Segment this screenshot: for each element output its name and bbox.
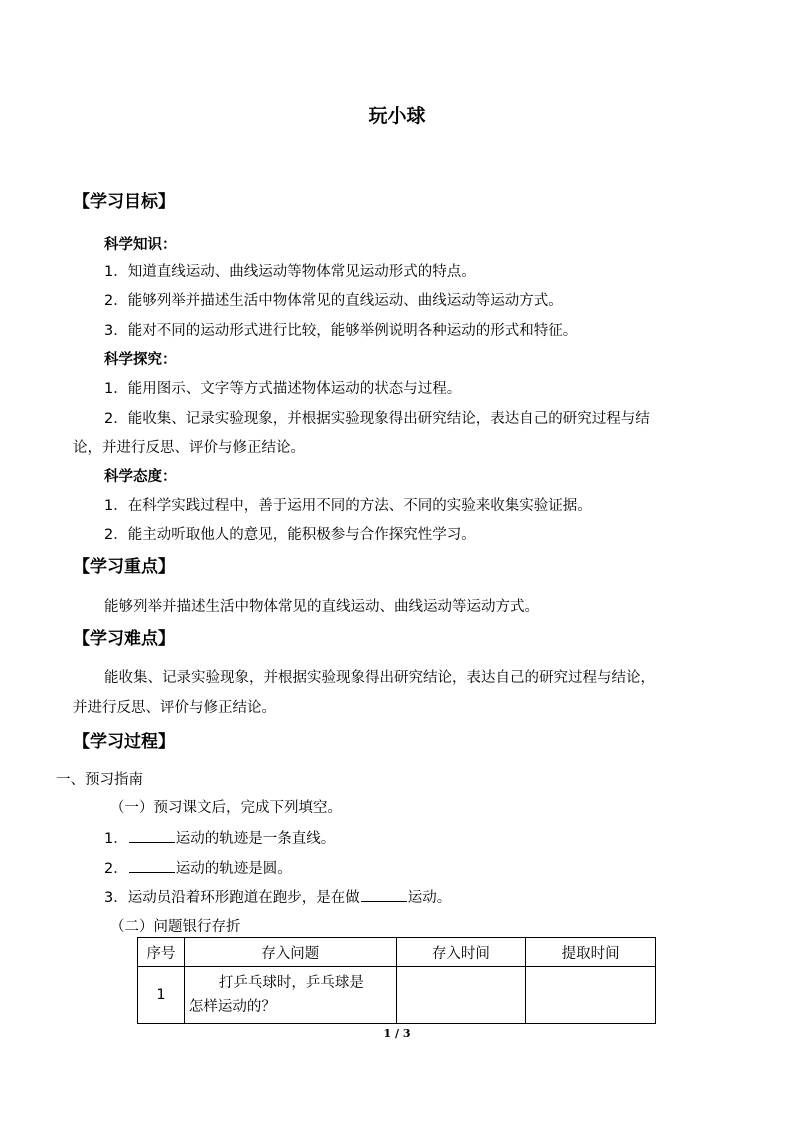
fill-blank-question-3 [104, 887, 451, 908]
fill1-suffix: 运动的轨迹是一条直线。 [175, 831, 336, 847]
difficulty-text: 能收集、记录实验现象，并根据实验现象得出研究结论，表达自己的研究过程与结论， [104, 670, 655, 686]
attitude-item: 2．能主动听取他人的意见，能积极参与合作探究性学习。 [104, 527, 476, 543]
fill3-suffix: 运动。 [407, 890, 452, 906]
attitude-heading: 科学态度： [104, 469, 177, 485]
question-bank-heading: （二）问题银行存折 [110, 919, 241, 935]
difficulty-heading: 【学习难点】 [73, 629, 175, 649]
difficulty-text-continued: 并进行反思、评价与修正结论。 [73, 700, 276, 716]
question-line: 怎样运动的？ [188, 999, 276, 1015]
inquiry-heading: 科学探究： [104, 352, 177, 368]
fill-blank-question-1 [104, 828, 335, 849]
knowledge-item: 2．能够列举并描述生活中物体常见的直线运动、曲线运动等运动方式。 [104, 293, 563, 309]
cell-deposit-time[interactable] [396, 967, 526, 1024]
knowledge-heading: 科学知识： [104, 237, 177, 253]
table-header-row [138, 938, 656, 967]
inquiry-item-continued: 论，并进行反思、评价与修正结论。 [73, 440, 305, 456]
header-question: 存入问题 [184, 938, 396, 967]
knowledge-item: 1．知道直线运动、曲线运动等物体常见运动形式的特点。 [104, 264, 476, 280]
question-bank-table [137, 937, 656, 1024]
question-line: 打乒乓球时，乒乓球是 [218, 975, 364, 991]
header-withdraw-time: 提取时间 [526, 938, 656, 967]
key-points-text: 能够列举并描述生活中物体常见的直线运动、曲线运动等运动方式。 [104, 599, 539, 615]
fill3-prefix: 3．运动员沿着环形跑道在跑步，是在做 [104, 890, 360, 906]
inquiry-item: 1．能用图示、文字等方式描述物体运动的状态与过程。 [104, 381, 462, 397]
process-heading: 【学习过程】 [73, 732, 175, 752]
cell-question [184, 967, 396, 1024]
goals-heading: 【学习目标】 [73, 192, 175, 212]
inquiry-item: 2．能收集、记录实验现象，并根据实验现象得出研究结论，表达自己的研究过程与结 [104, 411, 650, 427]
page-title: 玩小球 [368, 105, 426, 127]
header-number: 序号 [138, 938, 185, 967]
answer-blank[interactable] [129, 828, 175, 843]
fill1-prefix: 1． [104, 831, 128, 847]
page-number: 1 / 3 [383, 1027, 411, 1040]
fill2-prefix: 2． [104, 861, 128, 877]
cell-withdraw-time[interactable] [526, 967, 656, 1024]
answer-blank[interactable] [361, 887, 407, 902]
preview-heading: 一、预习指南 [56, 772, 143, 788]
knowledge-item: 3．能对不同的运动形式进行比较，能够举例说明各种运动的形式和特征。 [104, 323, 578, 339]
answer-blank[interactable] [129, 858, 175, 873]
preview-intro: （一）预习课文后，完成下列填空。 [110, 800, 342, 816]
table-row [138, 967, 656, 1024]
key-points-heading: 【学习重点】 [73, 557, 175, 577]
fill2-suffix: 运动的轨迹是圆。 [175, 861, 292, 877]
header-deposit-time: 存入时间 [396, 938, 526, 967]
fill-blank-question-2 [104, 858, 292, 879]
attitude-item: 1．在科学实践过程中，善于运用不同的方法、不同的实验来收集实验证据。 [104, 498, 592, 514]
cell-number: 1 [138, 967, 185, 1024]
